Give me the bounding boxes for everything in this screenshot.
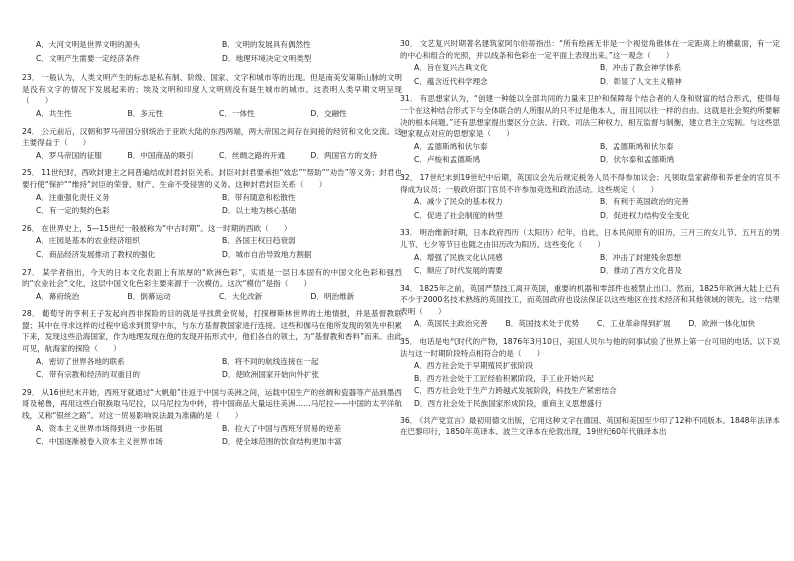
option-b[interactable]: B．冲击了教会神学体系 [600, 63, 682, 73]
option-a[interactable]: A．增强了民族文化认同感 [414, 252, 503, 262]
option-a[interactable]: A．资本主义世界市场得到进一步拓展 [36, 423, 163, 433]
option-c[interactable]: C．卢梭和孟德斯鸠 [414, 155, 481, 165]
option-c[interactable]: C．丝绸之路的开通 [219, 150, 286, 160]
option-b[interactable]: B．冲击了封建残余思想 [600, 252, 682, 262]
question-number: 33． [400, 228, 418, 238]
option-a[interactable]: A．西方社会处于早期殖民扩张阶段 [414, 361, 534, 371]
option-c[interactable]: C．顺应了时代发展的需要 [414, 266, 503, 276]
option-b[interactable]: B．倒幕运动 [127, 291, 171, 301]
left-column [22, 38, 402, 449]
question-stem: 文艺复兴时期著名建筑家阿尔伯蒂指出：“所有绘画无非是一个视觉角锥体在一定距离上的横截面，有一定的中心和组合的光照，并以线条和色彩在一定平面上表现出来。”这一观念（ ） [400, 39, 780, 60]
question-number: 36． [400, 415, 418, 425]
question-34 [400, 283, 780, 331]
option-c[interactable]: C．西方社会处于生产力跨越式发展阶段，科技生产紧密结合 [414, 386, 617, 396]
option-d[interactable]: D．使欧洲国家开始向外扩张 [222, 370, 319, 380]
question-stem: 公元前后，汉朝和罗马帝国分别统治于亚欧大陆的东西两端，两大帝国之间存在间接的经贸和文化交流。这主要得益于（ ） [22, 126, 402, 148]
question-35 [400, 336, 780, 410]
option-d[interactable]: D．推动了西方文化普及 [600, 266, 682, 276]
option-a[interactable]: A．庄园是基本的农业经济组织 [36, 236, 140, 246]
question-28 [22, 308, 402, 382]
option-a[interactable]: A．幕府统治 [36, 291, 80, 301]
option-c[interactable]: C．文明产生需要一定经济条件 [36, 53, 141, 63]
option-b[interactable]: B．孟德斯鸠和伏尔泰 [600, 141, 674, 151]
question-number: 24． [22, 126, 40, 136]
option-b[interactable]: B．将不同的航线连接在一起 [222, 356, 319, 366]
option-c[interactable]: C．有一定的契约色彩 [36, 206, 110, 216]
question-26 [22, 223, 402, 262]
question-number: 31． [400, 94, 418, 104]
option-b[interactable]: B．带有随意和松散性 [222, 192, 296, 202]
option-d[interactable]: D．使全球范围的饮食结构更加丰富 [222, 437, 342, 447]
question-25 [22, 167, 402, 217]
option-d[interactable]: D．交融性 [310, 108, 347, 118]
option-d[interactable]: D．伏尔泰和孟德斯鸠 [600, 155, 675, 165]
option-b[interactable]: B．英国技术处于优势 [505, 319, 580, 329]
question-36 [400, 415, 780, 438]
option-d[interactable]: D．两国官方的支持 [310, 150, 378, 160]
option-a[interactable]: A．注重强化责任义务 [36, 192, 110, 202]
option-b[interactable]: B．多元性 [127, 108, 164, 118]
option-b[interactable]: B．文明的发展具有偶然性 [222, 40, 311, 49]
question-number: 27． [22, 267, 41, 277]
option-a[interactable]: A．罗马帝国的征服 [36, 150, 102, 160]
option-d[interactable]: D．彰显了人文主义精神 [600, 76, 682, 86]
option-c[interactable]: C．商品经济发展推动了教权的强化 [36, 249, 156, 259]
option-c[interactable]: C．中国逐渐被卷入资本主义世界市场 [36, 437, 163, 447]
question-32 [400, 172, 780, 222]
option-a[interactable]: A．旨在复兴古典文化 [414, 63, 488, 73]
option-d[interactable]: D．城市自治导致地方割据 [222, 249, 312, 259]
question-stem: 明治维新时期，日本政府西历（太阳历）纪年，自此，日本民间原有的旧历，三月三的女儿节、五月五的男儿节、七夕等节日也随之由旧历改为阳历。这些变化（ ） [400, 228, 780, 249]
question-33 [400, 227, 780, 277]
question-number: 23． [22, 73, 40, 83]
question-number: 25． [22, 168, 40, 178]
question-24 [22, 126, 402, 163]
question-number: 35． [400, 337, 418, 347]
question-stem: 一般认为，人类文明产生的标志是私有制、阶级、国家、文字和城市等的出现。但是南美安第斯山脉的文明是没有文字的情况下发展起来的；埃及文明和印度人文明则没有诞生城市的城市。这表明人类早期文明呈现（ ） [22, 73, 402, 106]
right-column [400, 38, 780, 438]
question-stem: 在世界史上，5—15世纪一般被称为“中古时期”。这一时期的西欧（ ） [41, 223, 292, 233]
question-31 [400, 93, 780, 167]
option-a[interactable]: A．减少了民众的基本权力 [414, 197, 503, 207]
question-number: 32． [400, 172, 418, 182]
option-c[interactable]: C．大化改新 [219, 291, 263, 301]
option-c[interactable]: C．工业革命得到扩展 [597, 319, 671, 329]
question-number: 26． [22, 223, 40, 233]
option-c[interactable]: C．蕴含近代科学理念 [414, 76, 488, 86]
question-27 [22, 267, 402, 304]
option-b[interactable]: B．西方社会处于工匠经验积累阶段，手工业开始兴起 [414, 373, 594, 383]
option-c[interactable]: C．带有宗教和经济的双重目的 [36, 370, 141, 380]
option-c[interactable]: C．促进了社会制度的转型 [414, 210, 503, 220]
option-a[interactable]: A．共生性 [36, 108, 72, 118]
question-stem: 17世纪末到19世纪中后期，英国议会先后规定税务人员不得参加议会；凡领取皇家薪俸和养老金的官员不得成为议员；一般政府部门官员不许参加竞选和政治活动。这些规定（ ） [400, 172, 780, 194]
option-d[interactable]: D．促进权力结构安全变化 [600, 210, 690, 220]
option-a[interactable]: A．英国民主政治完善 [414, 319, 488, 329]
question-stem: 11世纪时，西欧封建主之间普遍结成封君封臣关系。封臣对封君要承担“效忠”“帮助”“劝告”等义务；封君也要行使“保护”“维持”封臣的荣誉、财产、生命不受侵害的义务。这种封君封臣关系（ ） [22, 168, 402, 189]
question-22-options [22, 38, 402, 65]
option-b[interactable]: B．中国商品的吸引 [127, 150, 194, 160]
option-b[interactable]: B．有利于英国政治的完善 [600, 197, 689, 207]
option-d[interactable]: D．以土地为核心基础 [222, 206, 297, 216]
question-stem: 《共产党宣言》最初用德文出版，它用这种文字在德国、英国和美国至少印了12种不同版本。1848年法译本在巴黎印行，1850年英译本、波兰文译本在伦敦出现，19世纪60年代俄译本出 [400, 415, 780, 437]
question-stem: 葡萄牙的亨利王子发起向西非探险的目的就是寻找黄金贸易，打探穆斯林世界的土地情报，并是基督教联盟；其中在寻求这样的过程中追求到贯穿中东，与东方基督教国家进行连接。这些和伽马在他所发现的领先中积累下来，发现这些沿海国家，作为地理发现在他的发现开拓形式中，他们各自的领土，为“基督教和香料”而来。由此可见，航海家的探险（ ） [22, 309, 402, 354]
question-number: 28． [22, 309, 40, 319]
question-stem: 某学者指出，今天的日本文化表面上有浓厚的“欧洲色彩”，实质是一层日本固有的中国文化色彩和强烈的“农业社会”文化，这层中国文化色彩主要来源于一次模仿。这次“模仿”是指（ ） [22, 267, 402, 289]
question-30 [400, 38, 780, 88]
option-d[interactable]: D．地理环境决定文明类型 [222, 53, 312, 63]
option-a[interactable]: A．大河文明是世界文明的源头 [36, 40, 140, 49]
question-23 [22, 72, 402, 120]
question-number: 30． [400, 39, 418, 48]
question-stem: 1825年之前，英国严禁技工离开英国，重要的机器和零部件也被禁止出口。然而，1825年欧洲大陆上已有不少于2000名技术熟练的英国技工，而英国政府也设法保证以这些地区在技术经济和其他领域的领先。这一结果表明（ ） [400, 283, 780, 316]
option-a[interactable]: A．孟德斯鸠和伏尔泰 [414, 141, 488, 151]
question-29 [22, 387, 402, 449]
option-b[interactable]: B．拉大了中国与西班牙贸易的逆差 [222, 423, 342, 433]
option-d[interactable]: D．西方社会处于民族国家形成阶段，重商主义思想盛行 [414, 399, 603, 409]
question-number: 29． [22, 387, 40, 397]
option-a[interactable]: A．密切了世界各地的联系 [36, 356, 125, 366]
question-stem: 电话是电气时代的产物，1876年3月10日，美国人贝尔与他的同事试验了世界上第一台可用的电话。以下说法与这一时期阶段特点相符合的是（ ） [400, 337, 780, 358]
option-d[interactable]: D．明治维新 [310, 291, 355, 301]
question-stem: 有思想家认为，“创建一种能以全部共同的力量来卫护和保障每个结合者的人身和财富的结合形式，使得每一个在这种结合形式下与全体联合的人所服从的只不过是他本人，而且同以往一样的自由。这就是社会契约所要解决的根本问题。”还有思想家提出要区分立法、行政、司法三种权力，相互监督与制衡，建立君主立宪制。与这些思想家观点对应的思想家是（ ） [400, 94, 780, 139]
question-number: 34． [400, 283, 418, 293]
option-b[interactable]: B．各国王权日趋衰弱 [222, 236, 296, 246]
question-stem: 从16世纪末开始，西班牙就通过“大帆船”往返于中国与美洲之间，运载中国生产的丝绸和瓷器等产品到墨西哥及秘鲁，再用这些白银换取马尼拉，以马尼拉为中转，将中国商品大量运往美洲……马尼拉——中国的太平洋航线，又称“银丝之路”。对这一贸易影响说法最为准确的是（ ） [22, 387, 402, 421]
option-d[interactable]: D．欧洲一体化加快 [688, 319, 756, 329]
option-c[interactable]: C．一体性 [219, 108, 255, 118]
